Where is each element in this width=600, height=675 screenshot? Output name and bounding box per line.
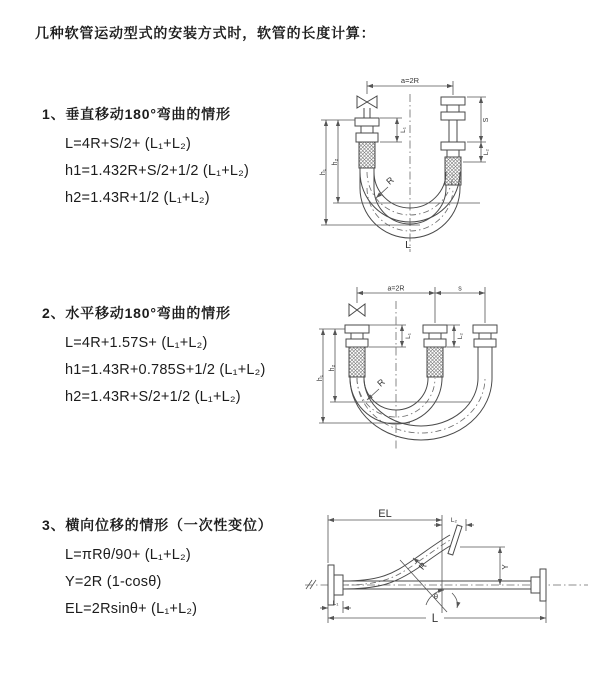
dim-label-l1: L₁	[400, 127, 407, 133]
formula-h2: h2=1.43R+1/2 (L₁+L₂)	[65, 190, 210, 206]
hose-u-bends	[350, 378, 492, 440]
valve-icon	[357, 96, 377, 108]
dim-label-s: S	[483, 117, 490, 123]
formula-l: L=4R+S/2+ (L₁+L₂)	[65, 136, 191, 152]
left-hose-fitting	[345, 325, 369, 378]
dim-label-h1: h₁	[317, 374, 324, 382]
right-flange-fitting	[531, 569, 546, 601]
formula-y: Y=2R (1-cosθ)	[65, 574, 162, 590]
dim-label-l2: L₂	[483, 148, 490, 156]
radius-label: R	[375, 376, 387, 389]
dim-label-el: EL	[378, 508, 392, 520]
dim-label-l1: L₁	[405, 333, 412, 339]
diagram-lateral-displacement	[300, 505, 595, 655]
formula-h1: h1=1.43R+0.785S+1/2 (L₁+L₂)	[65, 362, 266, 378]
dim-label-l2: L₂	[450, 517, 458, 524]
section-horizontal-movement	[42, 303, 266, 411]
section-3-formulas	[65, 542, 273, 623]
centerline-break-mark	[306, 580, 316, 589]
dim-label-s: s	[458, 285, 462, 293]
page-title: 几种软管运动型式的安装方式时，软管的长度计算：	[35, 25, 376, 41]
middle-hose-fitting	[423, 325, 447, 378]
dimension-lines	[320, 515, 546, 623]
radius-label: R	[416, 560, 429, 572]
section-3-heading: 3、横向位移的情形（一次性变位）	[42, 517, 273, 533]
length-label: L	[405, 239, 411, 251]
left-flange-fitting	[328, 565, 343, 605]
dim-label-l1: L₁	[332, 600, 339, 607]
section-1-heading: 1、垂直移动180°弯曲的情形	[42, 106, 231, 122]
valve-icon	[349, 304, 365, 316]
dim-label-l2: L₂	[457, 332, 464, 340]
dim-label-a2r: a=2R	[387, 285, 405, 293]
dimension-lines	[321, 81, 486, 225]
diagram-vertical-180	[312, 72, 590, 262]
section-2-heading: 2、水平移动180°弯曲的情形	[42, 305, 231, 321]
dim-label-h2: h₂	[332, 158, 339, 166]
section-vertical-movement	[42, 104, 249, 212]
section-2-formulas	[65, 330, 266, 411]
dim-label-a2r: a=2R	[400, 76, 420, 85]
formula-h1: h1=1.432R+S/2+1/2 (L₁+L₂)	[65, 163, 250, 179]
diagram-horizontal-180	[310, 283, 595, 458]
right-hose-fitting	[441, 97, 465, 188]
section-1-formulas	[65, 131, 249, 212]
dim-label-h1: h₁	[320, 168, 327, 176]
displaced-hose-s-curve	[343, 525, 462, 589]
dim-label-l: L	[431, 613, 439, 625]
formula-l: L=4R+1.57S+ (L₁+L₂)	[65, 335, 208, 351]
formula-h2: h2=1.43R+S/2+1/2 (L₁+L₂)	[65, 389, 241, 405]
theta-label: θ	[433, 592, 439, 601]
section-lateral-displacement	[42, 515, 273, 623]
dimension-lines	[319, 287, 485, 423]
formula-el: EL=2Rsinθ+ (L₁+L₂)	[65, 601, 198, 617]
moved-hose-fitting	[473, 325, 497, 378]
dim-label-h2: h₂	[329, 364, 336, 372]
formula-l: L=πRθ/90+ (L₁+L₂)	[65, 547, 191, 563]
dim-label-y: Y	[501, 564, 510, 570]
radius-label: R	[384, 174, 396, 187]
